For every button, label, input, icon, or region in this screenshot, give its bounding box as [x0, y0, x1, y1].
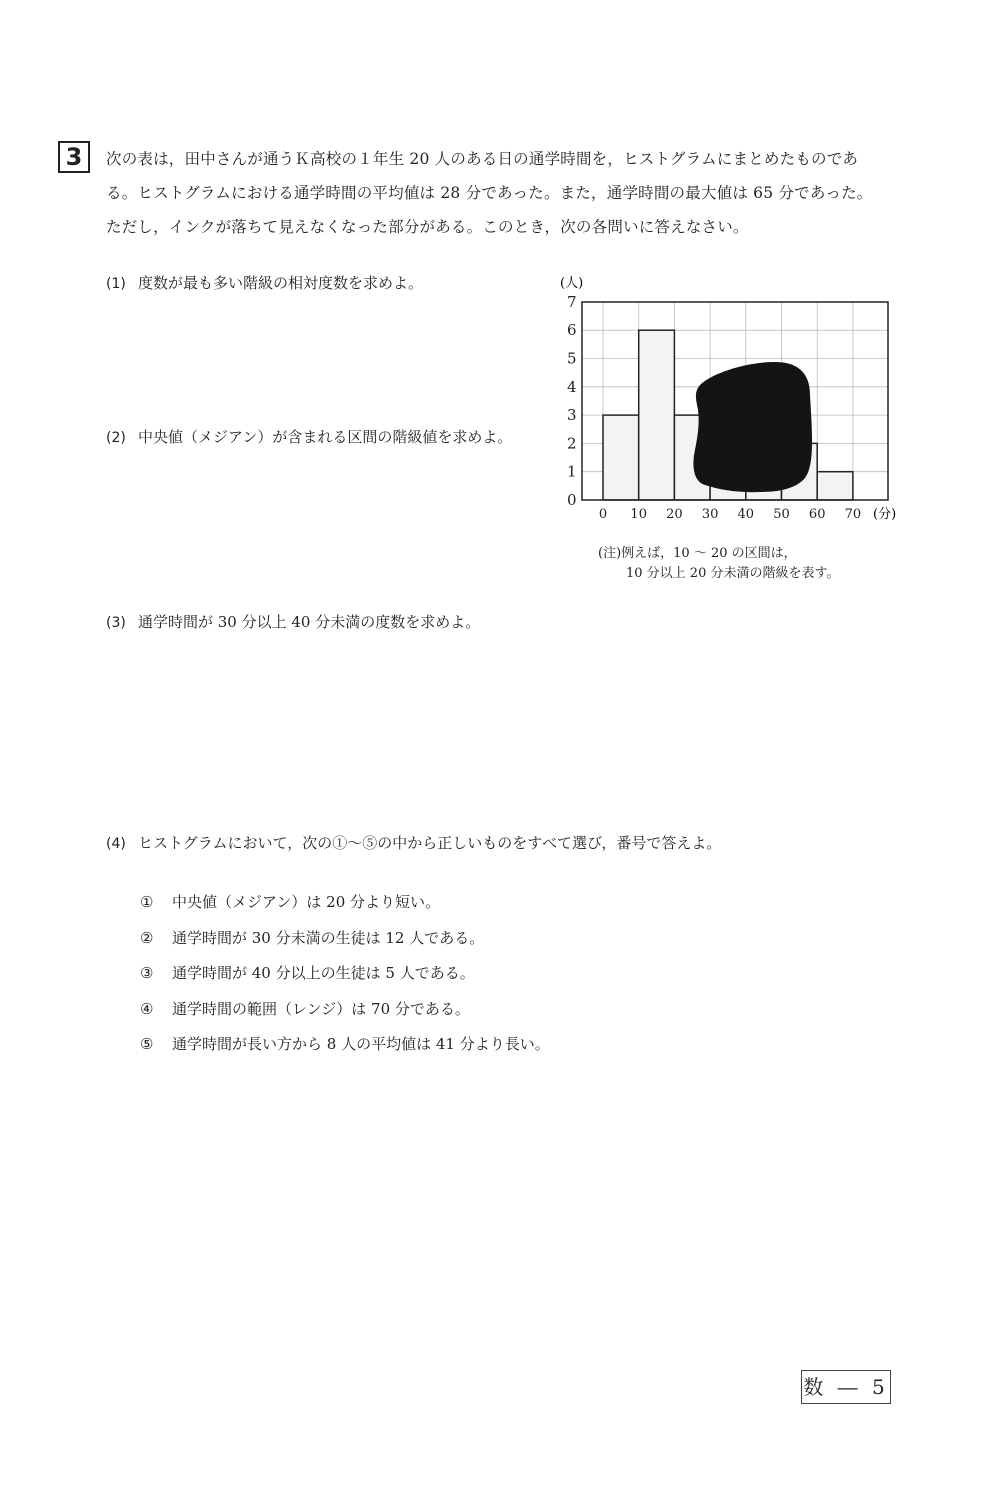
y-tick-label: 3 — [567, 406, 577, 425]
x-tick-label: 30 — [701, 507, 719, 522]
choice-mark: ① — [140, 893, 154, 911]
choice-text: 通学時間の範囲（レンジ）は 70 分である。 — [172, 1000, 470, 1018]
x-axis-unit-label: (分) — [873, 507, 897, 522]
histogram-bar-0-10 — [603, 415, 639, 500]
question-number: (3) — [106, 615, 126, 631]
question-3 — [106, 611, 480, 632]
y-tick-label: 0 — [567, 491, 577, 509]
choice-3 — [140, 962, 475, 983]
choice-2 — [140, 927, 484, 948]
page-number: 数 ― 5 — [801, 1370, 891, 1404]
y-tick-label: 5 — [567, 349, 577, 368]
y-axis-unit-label: (人) — [560, 276, 584, 291]
problem-intro — [106, 142, 926, 244]
choice-text: 通学時間が 40 分以上の生徒は 5 人である。 — [172, 964, 475, 982]
question-text: 度数が最も多い階級の相対度数を求めよ。 — [138, 274, 424, 292]
choice-4 — [140, 998, 470, 1019]
histogram-chart — [550, 268, 920, 528]
choice-text: 中央値（メジアン）は 20 分より短い。 — [172, 893, 441, 911]
intro-line-3: ただし，インクが落ちて見えなくなった部分がある。このとき，次の各問いに答えなさい。 — [106, 218, 749, 236]
x-tick-label: 70 — [844, 507, 862, 522]
choice-text: 通学時間が 30 分未満の生徒は 12 人である。 — [172, 929, 485, 947]
question-1 — [106, 272, 423, 293]
y-tick-label: 7 — [567, 292, 577, 311]
choice-mark: ④ — [140, 1000, 154, 1018]
histogram-bar-60-70 — [817, 472, 853, 500]
x-tick-label: 0 — [598, 507, 608, 522]
question-number: (2) — [106, 430, 126, 446]
y-tick-label: 2 — [567, 434, 577, 453]
intro-line-2: る。ヒストグラムにおける通学時間の平均値は 28 分であった。また，通学時間の最大値は 65 分であった。 — [106, 184, 873, 202]
ink-blot — [693, 362, 812, 492]
question-2 — [106, 426, 512, 447]
intro-line-1: 次の表は，田中さんが通うＫ高校の１年生 20 人のある日の通学時間を，ヒストグラムにまとめたものであ — [106, 150, 859, 168]
x-tick-label: 20 — [666, 507, 683, 522]
histogram-bar-10-20 — [639, 330, 675, 500]
problem-number: 3 — [58, 141, 90, 173]
question-4 — [106, 832, 721, 853]
question-text: ヒストグラムにおいて，次の①～⑤の中から正しいものをすべて選び，番号で答えよ。 — [138, 834, 722, 852]
question-text: 通学時間が 30 分以上 40 分未満の度数を求めよ。 — [138, 613, 481, 631]
chart-note-line-1: (注)例えば，10 ～ 20 の区間は， — [598, 546, 797, 561]
question-number: (4) — [106, 836, 126, 852]
x-tick-label: 50 — [773, 507, 790, 522]
choice-1 — [140, 891, 440, 912]
x-tick-label: 60 — [808, 507, 826, 522]
y-tick-label: 4 — [567, 377, 577, 396]
y-tick-label: 6 — [567, 321, 577, 340]
x-tick-label: 40 — [737, 507, 755, 522]
choice-5 — [140, 1033, 550, 1054]
choice-mark: ② — [140, 929, 154, 947]
y-axis-ticks — [567, 293, 577, 509]
question-number: (1) — [106, 276, 126, 292]
x-axis-ticks — [599, 507, 861, 522]
y-tick-label: 1 — [567, 462, 577, 481]
chart-note-line-2: 10 分以上 20 分未満の階級を表す。 — [626, 566, 840, 581]
x-tick-label: 10 — [630, 507, 647, 522]
choice-mark: ③ — [140, 964, 154, 982]
choice-text: 通学時間が長い方から 8 人の平均値は 41 分より長い。 — [172, 1035, 550, 1053]
choice-mark: ⑤ — [140, 1035, 154, 1053]
question-text: 中央値（メジアン）が含まれる区間の階級値を求めよ。 — [138, 428, 513, 446]
